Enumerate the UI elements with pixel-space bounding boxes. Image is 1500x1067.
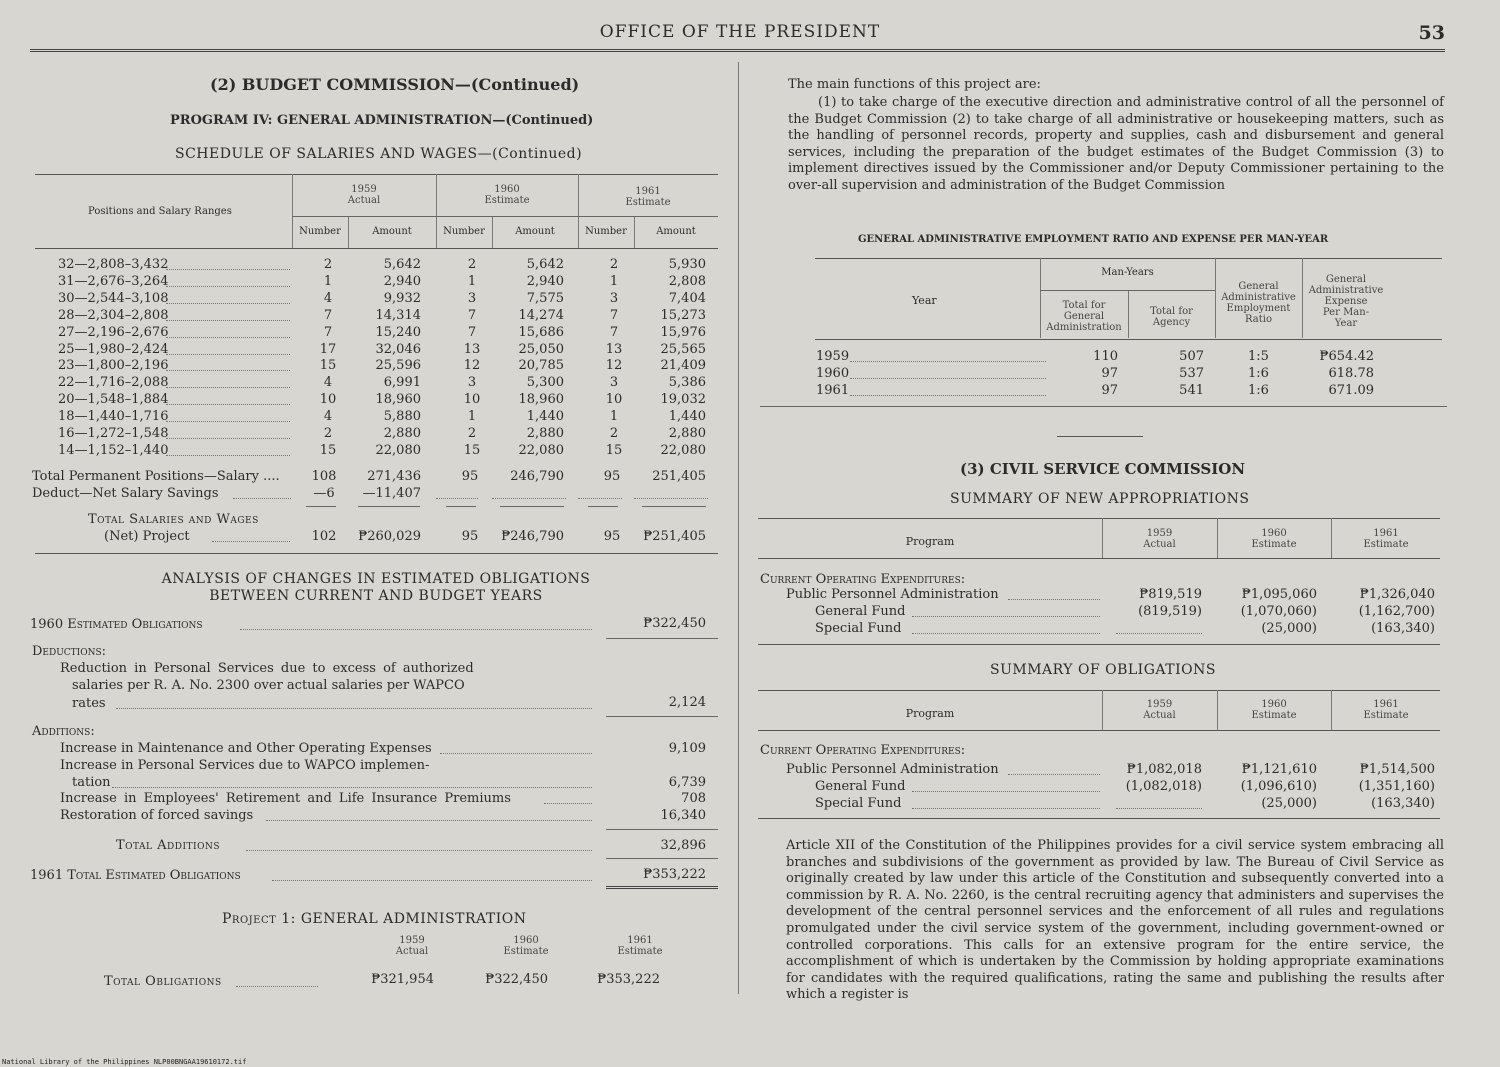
approp-h59: 1959 Actual xyxy=(1143,528,1176,550)
leader-dots xyxy=(166,354,290,355)
salary-a60: 2,940 xyxy=(526,274,564,289)
salary-n61: 12 xyxy=(605,358,623,373)
section-title: (2) BUDGET COMMISSION—(Continued) xyxy=(210,75,580,94)
col-amount-1961: Amount xyxy=(656,226,696,237)
salary-a59: 9,932 xyxy=(383,291,421,306)
net-a59: ₱260,029 xyxy=(358,529,421,544)
salary-n59: 7 xyxy=(323,308,333,323)
salary-range: 27—2,196–2,676 xyxy=(58,325,169,340)
program-v60: ₱1,121,610 xyxy=(1241,762,1317,777)
salary-a59: 5,880 xyxy=(383,409,421,424)
leader-dots xyxy=(166,303,290,304)
salary-n59: 1 xyxy=(323,274,333,289)
salary-a59: 15,240 xyxy=(375,325,421,340)
salary-n60: 2 xyxy=(467,257,477,272)
oblig-col-program: Program xyxy=(905,707,955,720)
salary-a59: 25,596 xyxy=(375,358,421,373)
add-item-2-label-cont: tation xyxy=(72,775,111,790)
salary-n60: 1 xyxy=(467,274,477,289)
program-v60: ₱1,095,060 xyxy=(1241,587,1317,602)
leader-dots xyxy=(166,455,290,456)
program-row-label: General Fund xyxy=(815,604,906,619)
project-v61: ₱353,222 xyxy=(597,972,660,987)
add-item-3-value: 708 xyxy=(681,791,706,806)
tpp-n59: 108 xyxy=(311,469,337,484)
program-row-label: Public Personnel Administration xyxy=(786,587,999,602)
salary-a61: 1,440 xyxy=(668,409,706,424)
salary-a61: 15,976 xyxy=(660,325,706,340)
salary-n61: 13 xyxy=(605,342,623,357)
leader-dots xyxy=(912,791,1100,792)
salary-a61: 2,808 xyxy=(668,274,706,289)
total-obligations-label: Total Obligations xyxy=(104,974,222,989)
program-v60: (1,096,610) xyxy=(1240,779,1317,794)
table-header-bottom-rule xyxy=(35,248,718,249)
net-a61: ₱251,405 xyxy=(643,529,706,544)
program-row-label: Special Fund xyxy=(815,796,902,811)
salary-a60: 5,300 xyxy=(526,375,564,390)
salary-n61: 1 xyxy=(609,274,619,289)
tpp-n60: 95 xyxy=(461,469,479,484)
col-positions-header: Positions and Salary Ranges xyxy=(88,206,232,217)
approp-h60: 1960 Estimate xyxy=(1251,528,1297,550)
tpp-a59: 271,436 xyxy=(367,469,421,484)
leader-dots xyxy=(912,633,1100,634)
est-1960-label: 1960 Estimated Obligations xyxy=(30,617,203,632)
salary-range: 23—1,800–2,196 xyxy=(58,358,169,373)
salary-a61: 5,386 xyxy=(668,375,706,390)
program-v61: (1,351,160) xyxy=(1358,779,1435,794)
leader-dots xyxy=(166,269,290,270)
leader-dots xyxy=(166,438,290,439)
salary-n59: 15 xyxy=(319,358,337,373)
leader-dots xyxy=(850,378,1046,379)
ratio-value: 1:5 xyxy=(1248,349,1269,364)
col-1960-header: 1960 Estimate xyxy=(484,184,530,206)
oblig-title: SUMMARY OF OBLIGATIONS xyxy=(990,662,1216,678)
net-n61: 95 xyxy=(603,529,621,544)
project-v60: ₱322,450 xyxy=(485,972,548,987)
col-number-1959: Number xyxy=(299,226,341,237)
analysis-title-1: ANALYSIS OF CHANGES IN ESTIMATED OBLIGATIONS xyxy=(161,571,591,587)
oblig-h59: 1959 Actual xyxy=(1143,699,1176,721)
salary-n60: 3 xyxy=(467,291,477,306)
salary-a60: 14,274 xyxy=(518,308,564,323)
salary-a60: 25,050 xyxy=(518,342,564,357)
salary-a61: 21,409 xyxy=(660,358,706,373)
salary-range: 25—1,980–2,424 xyxy=(58,342,169,357)
salary-range: 30—2,544–3,108 xyxy=(58,291,169,306)
salary-a60: 1,440 xyxy=(526,409,564,424)
salary-a60: 7,575 xyxy=(526,291,564,306)
net-salaries-label-1: Total Salaries and Wages xyxy=(88,512,259,527)
ratio-col-total-ga: Total for General Administration xyxy=(1046,300,1122,333)
table-bottom-rule xyxy=(35,553,718,554)
col-number-1960: Number xyxy=(443,226,485,237)
program-v59-empty xyxy=(1116,808,1202,809)
leader-dots xyxy=(166,421,290,422)
salary-a59: 2,940 xyxy=(383,274,421,289)
reduction-value: 2,124 xyxy=(668,695,706,710)
est-1960-value: ₱322,450 xyxy=(643,616,706,631)
reduction-text-3: rates xyxy=(72,696,106,711)
leader-dots xyxy=(1008,599,1100,600)
ratio-value: 1:6 xyxy=(1248,383,1269,398)
salary-n61: 3 xyxy=(609,291,619,306)
approp-h61: 1961 Estimate xyxy=(1363,528,1409,550)
ratio-value: 1:6 xyxy=(1248,366,1269,381)
deduct-n59: —6 xyxy=(313,486,335,501)
program-v60: (25,000) xyxy=(1261,621,1317,636)
salary-range: 32—2,808–3,432 xyxy=(58,257,169,272)
salary-range: 18—1,440–1,716 xyxy=(58,409,169,424)
salary-n61: 2 xyxy=(609,426,619,441)
oblig-coe-label: Current Operating Expenditures: xyxy=(760,743,966,758)
tpp-a60: 246,790 xyxy=(510,469,564,484)
net-n59: 102 xyxy=(311,529,337,544)
salary-n61: 3 xyxy=(609,375,619,390)
salary-a59: 18,960 xyxy=(375,392,421,407)
total-additions-value: 32,896 xyxy=(660,838,706,853)
leader-dots xyxy=(166,387,290,388)
ratio-agency: 507 xyxy=(1179,349,1204,364)
col-1959-header: 1959 Actual xyxy=(347,184,381,206)
ratio-expense: 671.09 xyxy=(1328,383,1374,398)
salary-n61: 7 xyxy=(609,308,619,323)
deduct-label: Deduct—Net Salary Savings xyxy=(32,486,219,501)
ratio-ga: 97 xyxy=(1101,366,1118,381)
schedule-title: SCHEDULE OF SALARIES AND WAGES—(Continued) xyxy=(175,146,583,162)
salary-n59: 2 xyxy=(323,257,333,272)
total-permanent-label: Total Permanent Positions—Salary .... xyxy=(32,469,280,484)
salary-n60: 7 xyxy=(467,308,477,323)
ratio-ga: 97 xyxy=(1101,383,1118,398)
salary-a60: 20,785 xyxy=(518,358,564,373)
salary-a59: 22,080 xyxy=(375,443,421,458)
program-v61: (163,340) xyxy=(1371,621,1435,636)
project-h60: 1960 Estimate xyxy=(503,935,549,957)
oblig-h61: 1961 Estimate xyxy=(1363,699,1409,721)
salary-n61: 15 xyxy=(605,443,623,458)
ratio-agency: 541 xyxy=(1179,383,1204,398)
ratio-col-total-agency: Total for Agency xyxy=(1150,306,1193,328)
salary-n61: 10 xyxy=(605,392,623,407)
tpp-n61: 95 xyxy=(603,469,621,484)
total-additions-label: Total Additions xyxy=(116,838,221,853)
salary-n59: 7 xyxy=(323,325,333,340)
ratio-expense: 618.78 xyxy=(1328,366,1374,381)
program-v61: (163,340) xyxy=(1371,796,1435,811)
col-amount-1960: Amount xyxy=(515,226,555,237)
table-top-rule xyxy=(35,174,718,175)
program-v59: (819,519) xyxy=(1138,604,1202,619)
salary-n60: 15 xyxy=(463,443,481,458)
salary-a61: 5,930 xyxy=(668,257,706,272)
program-v59: ₱819,519 xyxy=(1139,587,1202,602)
salary-n61: 2 xyxy=(609,257,619,272)
header-rule xyxy=(30,49,1445,52)
leader-dots xyxy=(166,404,290,405)
salary-a60: 22,080 xyxy=(518,443,564,458)
program-v60: (1,070,060) xyxy=(1240,604,1317,619)
salary-n61: 1 xyxy=(609,409,619,424)
leader-dots xyxy=(166,370,290,371)
salary-n59: 15 xyxy=(319,443,337,458)
program-v59-empty xyxy=(1116,633,1202,634)
salary-n59: 4 xyxy=(323,291,333,306)
salary-a61: 15,273 xyxy=(660,308,706,323)
salary-a61: 7,404 xyxy=(668,291,706,306)
program-v61: ₱1,514,500 xyxy=(1359,762,1435,777)
salary-n59: 2 xyxy=(323,426,333,441)
ratio-col-year: Year xyxy=(912,294,937,307)
csc-title: (3) CIVIL SERVICE COMMISSION xyxy=(960,460,1246,478)
program-v60: (25,000) xyxy=(1261,796,1317,811)
salary-a61: 25,565 xyxy=(660,342,706,357)
ratio-agency: 537 xyxy=(1179,366,1204,381)
add-item-1-label: Increase in Maintenance and Other Operating Expenses xyxy=(60,741,432,756)
program-row-label: Public Personnel Administration xyxy=(786,762,999,777)
ratio-year: 1961 xyxy=(816,383,850,398)
running-head: OFFICE OF THE PRESIDENT xyxy=(599,22,881,42)
reduction-text-2: salaries per R. A. No. 2300 over actual salaries per WAPCO xyxy=(72,678,465,693)
ratio-title: GENERAL ADMINISTRATIVE EMPLOYMENT RATIO AND EXPENSE PER MAN-YEAR xyxy=(858,234,1329,245)
salary-a59: 5,642 xyxy=(383,257,421,272)
salary-a60: 2,880 xyxy=(526,426,564,441)
program-row-label: General Fund xyxy=(815,779,906,794)
net-salaries-label-2: (Net) Project xyxy=(104,529,190,544)
salary-range: 28—2,304–2,808 xyxy=(58,308,169,323)
salary-a60: 5,642 xyxy=(526,257,564,272)
scan-source-footer: National Library of the Philippines NLP00BNGAA19610172.tif xyxy=(2,1058,247,1066)
additions-label: Additions: xyxy=(32,724,95,739)
leader-dots xyxy=(166,286,290,287)
page-number: 53 xyxy=(1418,22,1445,44)
col-amount-1959: Amount xyxy=(372,226,412,237)
ratio-col-employment-ratio: General Administrative Employment Ratio xyxy=(1221,281,1296,325)
program-v61: (1,162,700) xyxy=(1358,604,1435,619)
salary-a59: 14,314 xyxy=(375,308,421,323)
salary-a61: 19,032 xyxy=(660,392,706,407)
col-1961-header: 1961 Estimate xyxy=(625,186,671,208)
salary-a61: 2,880 xyxy=(668,426,706,441)
leader-dots xyxy=(912,616,1100,617)
ratio-ga: 110 xyxy=(1093,349,1118,364)
approp-title: SUMMARY OF NEW APPROPRIATIONS xyxy=(950,491,1250,507)
ratio-year: 1960 xyxy=(816,366,850,381)
salary-a60: 18,960 xyxy=(518,392,564,407)
salary-n59: 17 xyxy=(319,342,337,357)
leader-dots xyxy=(166,320,290,321)
program-title: PROGRAM IV: GENERAL ADMINISTRATION—(Continued) xyxy=(170,113,594,128)
add-item-4-label: Restoration of forced savings xyxy=(60,808,254,823)
add-item-2-label: Increase in Personal Services due to WAPCO implemen- xyxy=(60,758,430,773)
leader-dots xyxy=(850,395,1046,396)
ratio-year: 1959 xyxy=(816,349,850,364)
salary-n60: 1 xyxy=(467,409,477,424)
article-paragraph: Article XII of the Constitution of the Philippines provides for a civil service system embracing all branches and subdivisions of the government as provided by law. The Bureau of Civil Service as originally created by law under this article of the Constitution and subsequently converted into a commission by R. A. No. 2260, is the central recruiting agency that administers and supervises the development of the central personnel services and the enforcement of all rules and regulations promulgated under the civil service system of the government, including government-owned or controlled corporations. This calls for an extensive program for the entire service, the accomplishment of which is undertaken by the Commission by holding appropriate examinations for candidates with the required qualifications, rating the same and publishing the results after which a register is xyxy=(786,838,1444,1003)
salary-range: 16—1,272–1,548 xyxy=(58,426,169,441)
reduction-text-1: Reduction in Personal Services due to excess of authorized xyxy=(60,661,474,676)
salary-range: 20—1,548–1,884 xyxy=(58,392,169,407)
salary-n59: 4 xyxy=(323,409,333,424)
add-item-3-label: Increase in Employees' Retirement and Life Insurance Premiums xyxy=(60,791,511,806)
ratio-col-man-years: Man-Years xyxy=(1101,267,1154,278)
column-divider xyxy=(738,62,739,994)
functions-intro: The main functions of this project are: xyxy=(788,77,1041,92)
deduct-a59: —11,407 xyxy=(362,486,421,501)
approp-coe-label: Current Operating Expenditures: xyxy=(760,572,966,587)
salary-n60: 13 xyxy=(463,342,481,357)
tpp-a61: 251,405 xyxy=(652,469,706,484)
leader-dots xyxy=(912,808,1100,809)
salary-n59: 4 xyxy=(323,375,333,390)
salary-a59: 32,046 xyxy=(375,342,421,357)
oblig-h60: 1960 Estimate xyxy=(1251,699,1297,721)
salary-n60: 12 xyxy=(463,358,481,373)
section-separator xyxy=(1057,436,1143,437)
program-v61: ₱1,326,040 xyxy=(1359,587,1435,602)
total-1961-label: 1961 Total Estimated Obligations xyxy=(30,868,241,883)
project-title: Project 1: GENERAL ADMINISTRATION xyxy=(222,911,527,927)
salary-n61: 7 xyxy=(609,325,619,340)
salary-range: 22—1,716–2,088 xyxy=(58,375,169,390)
leader-dots xyxy=(1008,774,1100,775)
salary-n60: 3 xyxy=(467,375,477,390)
salary-range: 14—1,152–1,440 xyxy=(58,443,169,458)
leader-dots xyxy=(166,337,290,338)
salary-n59: 10 xyxy=(319,392,337,407)
add-item-4-value: 16,340 xyxy=(660,808,706,823)
salary-a61: 22,080 xyxy=(660,443,706,458)
program-v59: (1,082,018) xyxy=(1125,779,1202,794)
project-h59: 1959 Actual xyxy=(395,935,429,957)
project-v59: ₱321,954 xyxy=(371,972,434,987)
salary-a59: 2,880 xyxy=(383,426,421,441)
net-a60: ₱246,790 xyxy=(501,529,564,544)
salary-n60: 10 xyxy=(463,392,481,407)
project-h61: 1961 Estimate xyxy=(617,935,663,957)
salary-a59: 6,991 xyxy=(383,375,421,390)
functions-paragraph: (1) to take charge of the executive direction and administrative control of all the personnel of the Budget Commission (2) to take charge of all administrative or housekeeping matters, such as the handling of personnel records, property and supplies, cash and disbursement and general services, including the preparation of the budget estimates of the Budget Commission (3) to implement directives issued by the Commissioner and/or Deputy Commissioner pertaining to the over-all supervision and administration of the Budget Commission xyxy=(788,95,1444,193)
salary-n60: 7 xyxy=(467,325,477,340)
add-item-2-value: 6,739 xyxy=(668,775,706,790)
salary-range: 31—2,676–3,264 xyxy=(58,274,169,289)
approp-col-program: Program xyxy=(905,535,955,548)
net-n60: 95 xyxy=(461,529,479,544)
ratio-col-expense: General Administrative Expense Per Man- Year xyxy=(1308,274,1384,329)
deductions-label: Deductions: xyxy=(32,644,107,659)
leader-dots xyxy=(850,361,1046,362)
col-number-1961: Number xyxy=(585,226,627,237)
add-item-1-value: 9,109 xyxy=(668,741,706,756)
program-v59: ₱1,082,018 xyxy=(1126,762,1202,777)
program-row-label: Special Fund xyxy=(815,621,902,636)
salary-n60: 2 xyxy=(467,426,477,441)
analysis-title-2: BETWEEN CURRENT AND BUDGET YEARS xyxy=(209,588,543,604)
ratio-expense: ₱654.42 xyxy=(1319,349,1374,364)
salary-a60: 15,686 xyxy=(518,325,564,340)
total-1961-value: ₱353,222 xyxy=(643,867,706,882)
